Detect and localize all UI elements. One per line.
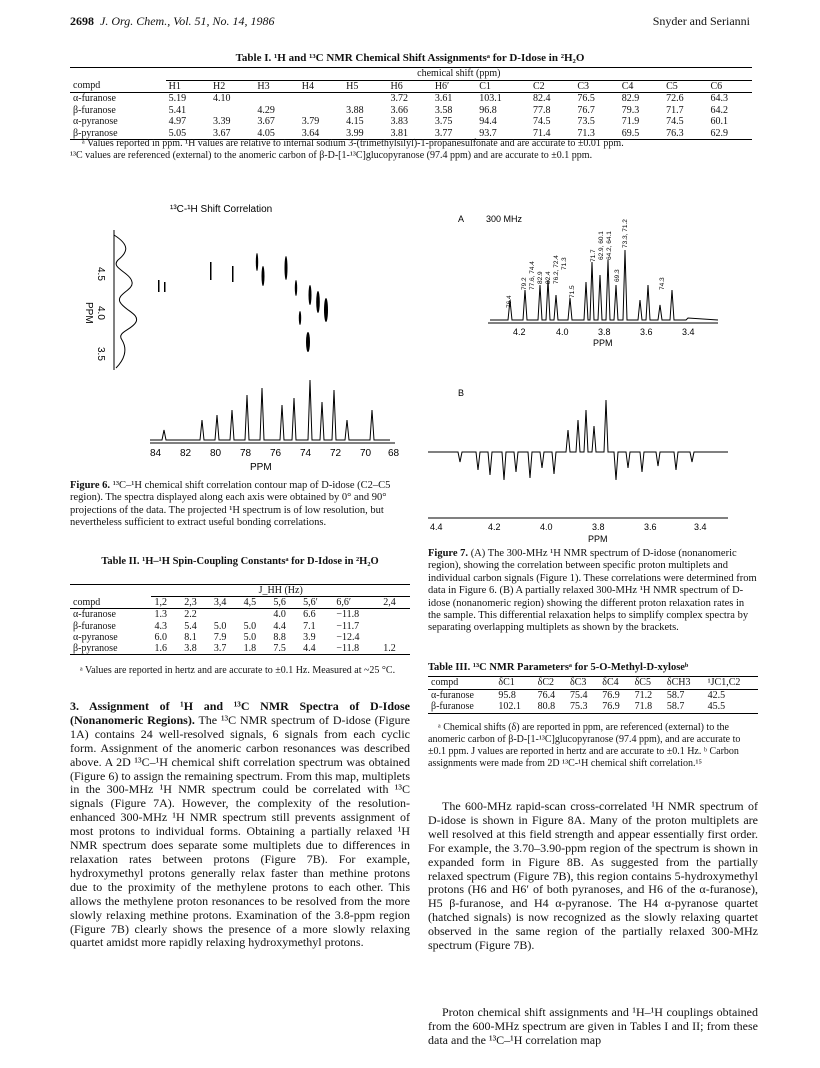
figure6-x-tick: 72 (330, 448, 342, 459)
figure7-a-tick: 3.8 (598, 327, 611, 337)
table-cell: 1.3 (154, 609, 167, 621)
table-cell: 3.67 (257, 116, 275, 127)
table-cell: 76.5 (577, 93, 595, 104)
table-cell: 5.4 (184, 620, 197, 632)
table-cell: α-pyranose (73, 116, 118, 127)
peak-label: 62.9, 60.1 (598, 231, 605, 260)
right-paragraph-2: Proton chemical shift assignments and ¹H–¹H couplings obtained from the 600-MHz spectrum are given in Tables I and II; from these data and the ¹³C–¹H correlation map (428, 1005, 758, 1047)
table-column-header: C2 (533, 80, 545, 92)
right-paragraph-1: The 600-MHz rapid-scan cross-correlated ¹H NMR spectrum of D-idose is shown in Figure 8A. Many of the proton multiplets are well resolved at this field strength and appear essentially first order. For example, the 3.70–3.90-ppm region of the spectrum is shown in expanded form in Figure 8B. As suggested from the partially relaxed spectrum (Figure 7B), this region contains 5-hydroxymethyl protons (H6 and H6′ of both pyranoses, and H6 of the α-furanose), H5 β-furanose, and H4 α-pyranose. The H4 α-pyranose quartet (hatched signals) is now recognized as the slowly relaxing quartet observed in the same region of the partially relaxed 300-MHz spectrum (Figure 7B). (428, 799, 758, 953)
table2-body (70, 609, 410, 655)
table-column-header: H3 (257, 80, 270, 92)
figure6-x-tick: 74 (300, 448, 312, 459)
table2-header-row (70, 597, 410, 609)
table-cell: −11.8 (336, 609, 360, 621)
figure7-caption-head: Figure 7. (428, 548, 469, 559)
table-cell: 80.8 (537, 701, 556, 712)
figure7-b-tick: 4.4 (430, 522, 443, 532)
table-column-header: H6 (390, 80, 403, 92)
table-cell: 71.3 (577, 127, 595, 139)
table-cell: 71.2 (634, 689, 653, 701)
table1 (70, 67, 752, 140)
table-cell: 62.9 (710, 127, 728, 139)
figure6 (70, 190, 410, 475)
figure6-x-tick: 80 (210, 448, 222, 459)
table3 (428, 676, 758, 714)
table-cell: 64.3 (710, 93, 728, 104)
figure7-a-tick: 3.6 (640, 327, 653, 337)
figure6-x-tick: 78 (240, 448, 252, 459)
table-cell: 64.2 (710, 104, 728, 116)
table-column-header: H1 (168, 80, 181, 92)
figure7-caption (428, 548, 758, 635)
table-cell: 71.8 (634, 701, 653, 712)
table-cell: 42.5 (707, 689, 726, 701)
table-cell: 6.0 (154, 631, 167, 643)
peak-label: 82.9 (537, 271, 544, 284)
table-cell: 8.8 (273, 631, 286, 643)
table-cell: 7.5 (273, 643, 286, 655)
table-cell: 3.83 (390, 116, 408, 127)
table-cell: 7.9 (213, 631, 227, 643)
table-cell: 4.10 (213, 93, 231, 104)
table-column-header: δC3 (569, 677, 587, 688)
table-cell: 4.29 (257, 104, 275, 116)
table1-group-header: chemical shift (ppm) (166, 68, 752, 81)
table-row (70, 643, 410, 655)
table1-footnote-2: ¹³C values are referenced (external) to the anomeric carbon of β-D-[1-¹³C]glucopyranose (97.4 ppm) and are accurate to ±0.1 ppm. (70, 150, 593, 161)
contour-peak (324, 298, 328, 322)
table-cell (380, 621, 410, 632)
table-column-header: 2,4 (383, 597, 396, 609)
table-row (70, 116, 752, 128)
table-column-header: 2,3 (184, 597, 197, 609)
table-cell: 76.4 (537, 689, 556, 701)
table-cell (343, 93, 387, 105)
figure6-1h-projection (114, 235, 137, 368)
table-cell: 82.4 (533, 93, 551, 104)
table-cell (210, 105, 254, 117)
table-cell: 4.4 (303, 643, 316, 655)
figure6-contours (158, 253, 328, 352)
table2-title: Table II. ¹H–¹H Spin-Coupling Constantsᵃ for D-Idose in ²H₂O (101, 556, 379, 567)
table-cell: −11.7 (336, 620, 360, 632)
table-column-header: C4 (621, 80, 634, 92)
figure7-a-tick: 4.0 (556, 327, 569, 337)
table-cell: 8.1 (184, 631, 197, 643)
table-cell: 4.3 (154, 620, 167, 632)
table-cell: 71.4 (533, 127, 551, 139)
figure6-y-tick: 3.5 (95, 347, 106, 361)
figure6-caption-head: Figure 6. (70, 480, 111, 491)
table-column-header: C1 (479, 80, 491, 92)
figure6-x-tick: 84 (150, 448, 162, 459)
table-column-header: ¹JC1,C2 (707, 677, 741, 688)
page-header-left (70, 14, 275, 29)
table-column-header: 1,2 (154, 597, 167, 609)
table-column-header: compd (73, 80, 101, 92)
contour-peak (299, 311, 301, 325)
figure7-frequency: 300 MHz (486, 214, 523, 224)
table-cell: 3.81 (390, 127, 408, 139)
figure7-spectrum-b (428, 400, 728, 480)
figure6-x-tick: 76 (270, 448, 282, 459)
table-cell: β-furanose (73, 620, 116, 632)
figure7 (428, 190, 758, 550)
table1-header-row (70, 80, 752, 93)
figure6-13c-projection (150, 380, 390, 440)
peak-label: 69.3 (614, 269, 621, 282)
table-cell: 4.15 (346, 116, 364, 127)
table-column-header: H6′ (434, 80, 450, 92)
figure6-x-tick: 70 (360, 448, 372, 459)
figure6-y-unit: PPM (83, 302, 94, 324)
peak-label: 76.4 (506, 295, 513, 308)
figure6-y-tick: 4.0 (95, 306, 106, 320)
figure7-b-ticks (430, 522, 707, 544)
table-column-header: 4,5 (243, 597, 257, 609)
figure7-a-tick: 4.2 (513, 327, 526, 337)
table-cell: 5.0 (243, 631, 257, 643)
contour-peak (158, 280, 160, 292)
table-cell: 1.6 (154, 643, 167, 655)
table-cell (299, 105, 343, 117)
table-column-header: δCH3 (666, 677, 691, 688)
table-cell: 5.41 (168, 104, 187, 116)
peak-label: 76.2, 72.4 (553, 255, 560, 284)
table-cell: 4.05 (257, 127, 275, 139)
table-cell: β-pyranose (73, 127, 118, 139)
table-column-header: 5,6′ (303, 597, 318, 609)
peak-label: 71.7 (590, 249, 597, 262)
table-row (70, 621, 410, 632)
table-cell: 1.8 (243, 643, 257, 655)
figure7-b-unit: PPM (588, 534, 608, 544)
table-cell: 58.7 (666, 701, 685, 712)
peak-label: 74.3 (659, 277, 666, 290)
figure7-plot (428, 190, 758, 550)
table-cell: 6.6 (303, 609, 316, 621)
table-cell: 3.8 (184, 643, 197, 655)
figure6-y-axis (83, 267, 106, 361)
table-cell (254, 93, 298, 105)
section3-text: The ¹³C NMR spectrum of D-idose (Figure 1A) contains 24 well-resolved signals, 6 signals from each cyclic form. Assignment of the anomeric carbon resonances was described above. A 2D ¹³C–¹H chemical shift correlation spectrum was obtained (Figure 6) to assign the remaining spectrum. From this map, multiplets in the 300-MHz ¹H NMR spectrum could be correlated with ¹³C signals (Figure 7A). However, the complexity of the resolution-enhanced 300-MHz ¹H NMR spectrum still prevents assignment of most protons to individual forms. Obtaining a partially relaxed ¹H NMR spectrum does separate some multiplets due to differences in relaxation rates between protons (Figure 7B). For example, hydroxymethyl protons generally relax faster than methine protons due to the proximity of the methylene protons to each other. This allows the methylene proton resonances to be resolved from the more slowly relaxing methine protons. Examination of the 3.8-ppm region (Figure 7B) clearly shows the presence of a more slowly relaxing quartet amidst more rapidly relaxing hydroxymethyl protons. (70, 712, 410, 950)
figure7-b-tick: 4.0 (540, 522, 553, 532)
table-cell: 77.8 (533, 104, 551, 116)
peak-label: 77.6, 74.4 (529, 261, 536, 290)
contour-peak (164, 282, 166, 292)
table-cell: 74.5 (533, 116, 551, 127)
table-cell: 82.9 (621, 93, 640, 104)
table-cell: 76.9 (602, 689, 620, 701)
table-cell: −11.8 (336, 643, 360, 655)
peak-label: 79.2 (521, 277, 528, 290)
table-cell: 5.19 (168, 93, 187, 104)
table3-body (428, 689, 758, 713)
table-row (70, 93, 752, 105)
figure6-label: ¹³C-¹H Shift Correlation (170, 204, 273, 215)
table-column-header: compd (73, 596, 101, 608)
table-cell (241, 609, 271, 621)
table-row (70, 609, 410, 621)
section3 (70, 700, 410, 950)
table-cell: 3.72 (390, 93, 408, 104)
peak-label: 71.5 (569, 285, 576, 298)
table-cell: 3.61 (434, 93, 453, 104)
table-cell (380, 632, 410, 643)
table-cell: 69.5 (621, 127, 640, 139)
table1-body (70, 93, 752, 140)
table-cell: 3.75 (434, 116, 453, 127)
figure7-a-ticks (513, 327, 695, 348)
peak-label: 64.2, 64.1 (606, 231, 613, 260)
figure7-b-tick: 3.6 (644, 522, 657, 532)
figure7-b-tick: 3.4 (694, 522, 707, 532)
table-row (70, 105, 752, 117)
contour-peak (316, 291, 320, 313)
table-column-header: compd (431, 677, 459, 688)
table-column-header: 3,4 (213, 597, 227, 609)
table-cell: 93.7 (479, 127, 497, 139)
table-cell: 73.5 (577, 116, 595, 127)
figure6-x-tick: 68 (388, 448, 400, 459)
table-cell: 79.3 (621, 104, 640, 116)
peak-label: 73.3, 71.2 (622, 219, 629, 248)
table-cell: 95.8 (498, 689, 516, 701)
table-cell: 76.7 (577, 104, 595, 116)
table-cell (380, 609, 410, 621)
figure7-a-unit: PPM (593, 338, 613, 348)
table-cell: 7.1 (303, 620, 316, 632)
table-cell: 71.7 (666, 104, 684, 116)
table-cell: 2.2 (184, 609, 197, 621)
table-cell: α-pyranose (73, 631, 118, 643)
table-cell: α-furanose (73, 93, 116, 104)
table-cell: 74.5 (666, 116, 684, 127)
table-cell: 103.1 (479, 93, 502, 104)
table3-title: Table III. ¹³C NMR Parametersᵃ for 5-O-Methyl-D-xyloseᵇ (428, 662, 689, 673)
table-cell: β-furanose (73, 104, 116, 116)
table3-header-row (428, 677, 758, 690)
contour-peak (256, 253, 258, 271)
figure7-panel-b: B (458, 388, 465, 398)
table-column-header: δC1 (498, 677, 515, 688)
table-cell: 102.1 (498, 701, 521, 712)
table-cell: 3.99 (346, 127, 364, 139)
table-cell: 75.4 (569, 689, 588, 701)
figure7-a-tick: 3.4 (682, 327, 695, 337)
table-cell: 94.4 (479, 116, 497, 127)
table-cell: 76.3 (666, 127, 684, 139)
table-cell: 58.7 (666, 689, 685, 701)
figure6-caption-body: ¹³C–¹H chemical shift correlation contour map of D-idose (C2–C5 region). The spectra displayed along each axis were obtained by 0° and 90° projections of the data. The projected ¹H spectrum is of low resolution, but nevertheless sufficient to extract useful bonding correlations. (70, 480, 391, 529)
table-cell: 3.77 (434, 127, 453, 139)
table-row (428, 689, 758, 701)
contour-peak (210, 262, 212, 280)
figure7-b-tick: 3.8 (592, 522, 605, 532)
table-column-header: H5 (346, 80, 359, 92)
contour-peak (306, 332, 310, 352)
figure6-x-unit: PPM (250, 462, 272, 473)
table-column-header: δC4 (602, 677, 619, 688)
table-cell: 5.05 (168, 127, 187, 139)
peak-label: 71.3 (561, 257, 568, 270)
table-cell: 5.0 (213, 620, 227, 632)
table-cell: 75.3 (569, 701, 588, 712)
journal-citation: J. Org. Chem., Vol. 51, No. 14, 1986 (100, 14, 275, 28)
figure7-caption-body: (A) The 300-MHz ¹H NMR spectrum of D-idose (nonanomeric region), showing the correlation between specific proton multiplets and individual carbon signals (Figure 1). These correlations were determined from data in Figure 6. (B) A partially relaxed 300-MHz ¹H NMR spectrum of D-idose (nonanomeric region) showing the different proton relaxation rates in the sample. This differential relaxation helps to simplify complex spectra by separating overlapping multiplets as shown by the brackets. (428, 548, 757, 634)
table-cell: 4.0 (273, 609, 286, 621)
page-header-authors: Snyder and Serianni (652, 14, 750, 28)
table-cell: β-furanose (431, 701, 474, 712)
table-cell: 3.66 (390, 104, 408, 116)
section3-heading: 3. Assignment of ¹H and ¹³C NMR Spectra of D-Idose (Nonanomeric Regions). (70, 699, 410, 727)
contour-peak (285, 256, 288, 280)
table-column-header: C3 (577, 80, 590, 92)
table-column-header: C5 (666, 80, 678, 92)
table1-footnote-1: ᵃ Values reported in ppm. ¹H values are relative to internal sodium 3-(trimethylsilyl)-1-propanesulfonate and are accurate to ±0.01 ppm. (82, 138, 624, 149)
table-cell: 4.4 (273, 620, 286, 632)
table-cell: 76.9 (602, 701, 620, 712)
table-cell: 60.1 (710, 116, 728, 127)
contour-peak (262, 266, 265, 286)
contour-peak (295, 280, 297, 296)
table-cell: 72.6 (666, 93, 684, 104)
table-column-header: δC5 (634, 677, 651, 688)
table-cell: 45.5 (707, 701, 726, 712)
table3-footnote: ᵃ Chemical shifts (δ) are reported in ppm, are referenced (external) to the anomeric carbon of β-D-[1-¹³C]glucopyranose (97.4 ppm), and are accurate to ±0.1 ppm. J values are reported in hertz and are accurate to ±0.1 Hz. ᵇ Carbon assignments were made from 2D ¹³C-¹H chemical shift correlation.¹⁵ (428, 722, 741, 769)
table-cell: 96.8 (479, 104, 497, 116)
table-cell: 3.67 (213, 127, 231, 139)
figure7-b-tick: 4.2 (488, 522, 501, 532)
table-cell: 5.0 (243, 620, 257, 632)
table-column-header: 5,6 (273, 597, 286, 609)
table-column-header: H2 (213, 80, 226, 92)
table-row (428, 701, 758, 713)
table2 (70, 584, 410, 655)
table-cell: 71.9 (621, 116, 640, 127)
figure6-plot (70, 190, 410, 475)
figure6-y-tick: 4.5 (95, 267, 106, 281)
table2-group-header: J_HH (Hz) (151, 585, 410, 597)
table-cell: 4.97 (168, 116, 187, 127)
table-column-header: δC2 (537, 677, 554, 688)
table-cell (299, 93, 343, 105)
table-cell: 3.58 (434, 104, 453, 116)
figure6-caption (70, 480, 410, 530)
table-cell: 3.7 (213, 643, 227, 655)
table-cell: 3.39 (213, 116, 231, 127)
table-cell: 1.2 (383, 643, 396, 655)
table-cell: 3.64 (301, 127, 320, 139)
table-column-header: C6 (710, 80, 723, 92)
table-cell (211, 609, 241, 621)
peak-label: 82.4 (545, 271, 552, 284)
table-cell: 3.9 (303, 631, 316, 643)
contour-peak (309, 285, 312, 305)
table-row (70, 632, 410, 643)
figure7-panel-a: A (458, 214, 465, 224)
table-column-header: 6,6′ (336, 597, 352, 609)
table-cell: −12.4 (336, 631, 360, 643)
figure7-peak-labels (506, 219, 666, 308)
table-column-header: H4 (301, 80, 314, 92)
table-cell: 3.88 (346, 104, 364, 116)
table2-footnote: ᵃ Values are reported in hertz and are accurate to ±0.1 Hz. Measured at ~25 °C. (80, 665, 396, 676)
table-cell: 3.79 (301, 116, 320, 127)
table1-title: Table I. ¹H and ¹³C NMR Chemical Shift Assignmentsᵃ for D-Idose in ²H₂O (235, 52, 585, 64)
table-cell: β-pyranose (73, 643, 118, 655)
table-cell: α-furanose (431, 689, 474, 701)
figure6-x-tick: 82 (180, 448, 192, 459)
page-number: 2698 (70, 14, 94, 28)
contour-peak (232, 266, 234, 282)
table-cell: α-furanose (73, 609, 116, 621)
